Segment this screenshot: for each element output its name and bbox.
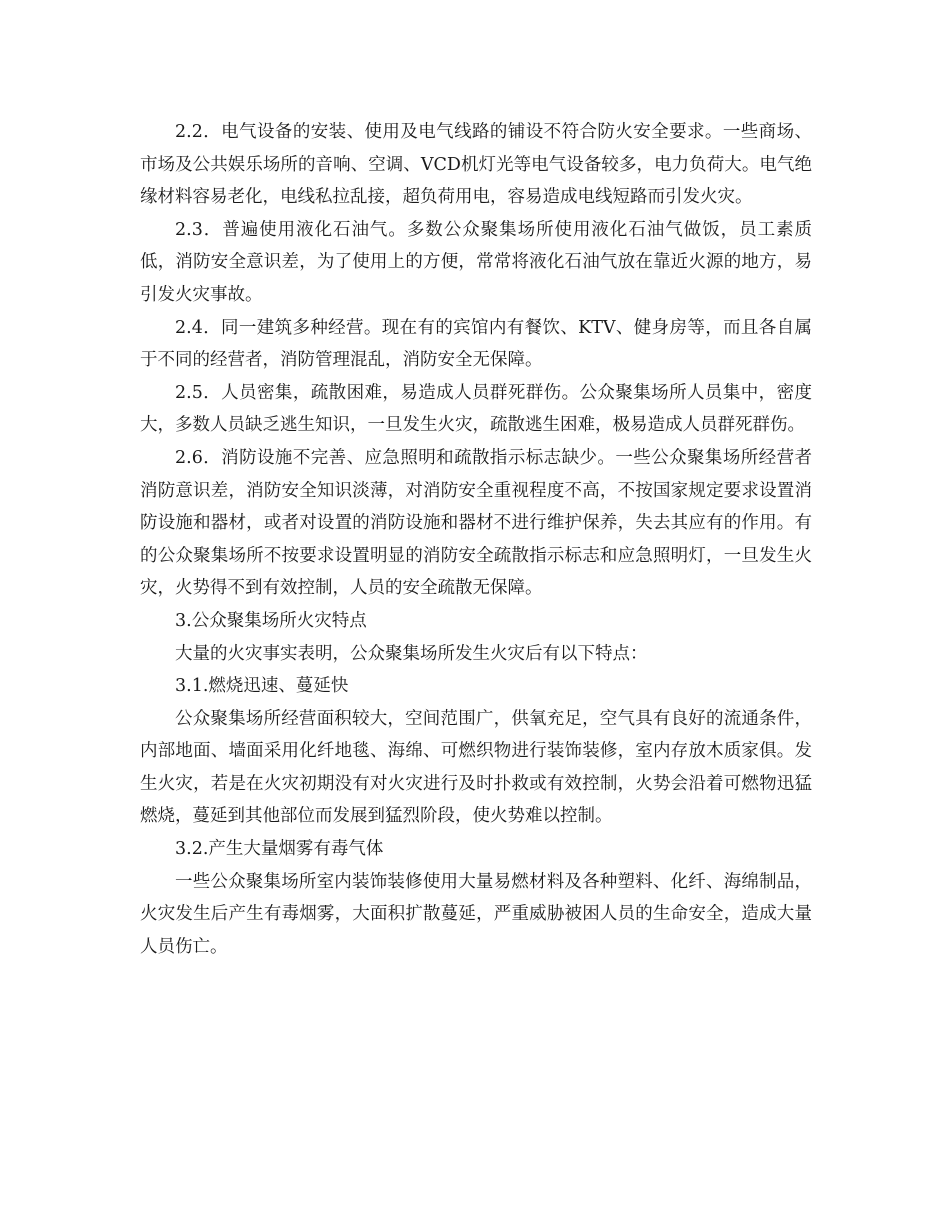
paragraph-2-4: 2.4．同一建筑多种经营。现在有的宾馆内有餐饮、KTV、健身房等，而且各自属于不同的经营者，消防管理混乱，消防安全无保障。 [140,317,812,371]
paragraph-2-2: 2.2．电气设备的安装、使用及电气线路的铺设不符合防火安全要求。一些商场、市场及公共娱乐场所的音响、空调、VCD机灯光等电气设备较多，电力负荷大。电气绝缘材料容易老化，电线私拉乱接，超负荷用电，容易造成电线短路而引发火灾。 [140,122,812,208]
paragraph-2-3: 2.3．普遍使用液化石油气。多数公众聚集场所使用液化石油气做饭，员工素质低，消防安全意识差，为了使用上的方便，常常将液化石油气放在靠近火源的地方，易引发火灾事故。 [140,219,812,305]
document-body [140,116,812,963]
subheading-3-2: 3.2.产生大量烟雾有毒气体 [175,839,384,860]
paragraph-3-2: 一些公众聚集场所室内装饰装修使用大量易燃材料及各种塑料、化纤、海绵制品，火灾发生后产生有毒烟雾，大面积扩散蔓延，严重威胁被困人员的生命安全，造成大量人员伤亡。 [140,871,812,957]
paragraph-intro-3: 大量的火灾事实表明，公众聚集场所发生火灾后有以下特点： [175,643,648,664]
subheading-3-1: 3.1.燃烧迅速、蔓延快 [175,676,349,697]
section-heading-3: 3.公众聚集场所火灾特点 [175,610,367,631]
paragraph-2-6: 2.6．消防设施不完善、应急照明和疏散指示标志缺少。一些公众聚集场所经营者消防意识差，消防安全知识淡薄，对消防安全重视程度不高，不按国家规定要求设置消防设施和器材，或者对设置的消防设施和器材不进行维护保养，失去其应有的作用。有的公众聚集场所不按要求设置明显的消防安全疏散指示标志和应急照明灯，一旦发生火灾，火势得不到有效控制，人员的安全疏散无保障。 [140,447,812,599]
paragraph-3-1: 公众聚集场所经营面积较大，空间范围广，供氧充足，空气具有良好的流通条件，内部地面、墙面采用化纤地毯、海绵、可燃织物进行装饰装修，室内存放木质家俱。发生火灾，若是在火灾初期没有对火灾进行及时扑救或有效控制，火势会沿着可燃物迅猛燃烧，蔓延到其他部位而发展到猛烈阶段，使火势难以控制。 [140,708,812,827]
paragraph-2-5: 2.5．人员密集，疏散困难，易造成人员群死群伤。公众聚集场所人员集中，密度大，多数人员缺乏逃生知识，一旦发生火灾，疏散逃生困难，极易造成人员群死群伤。 [140,382,812,436]
